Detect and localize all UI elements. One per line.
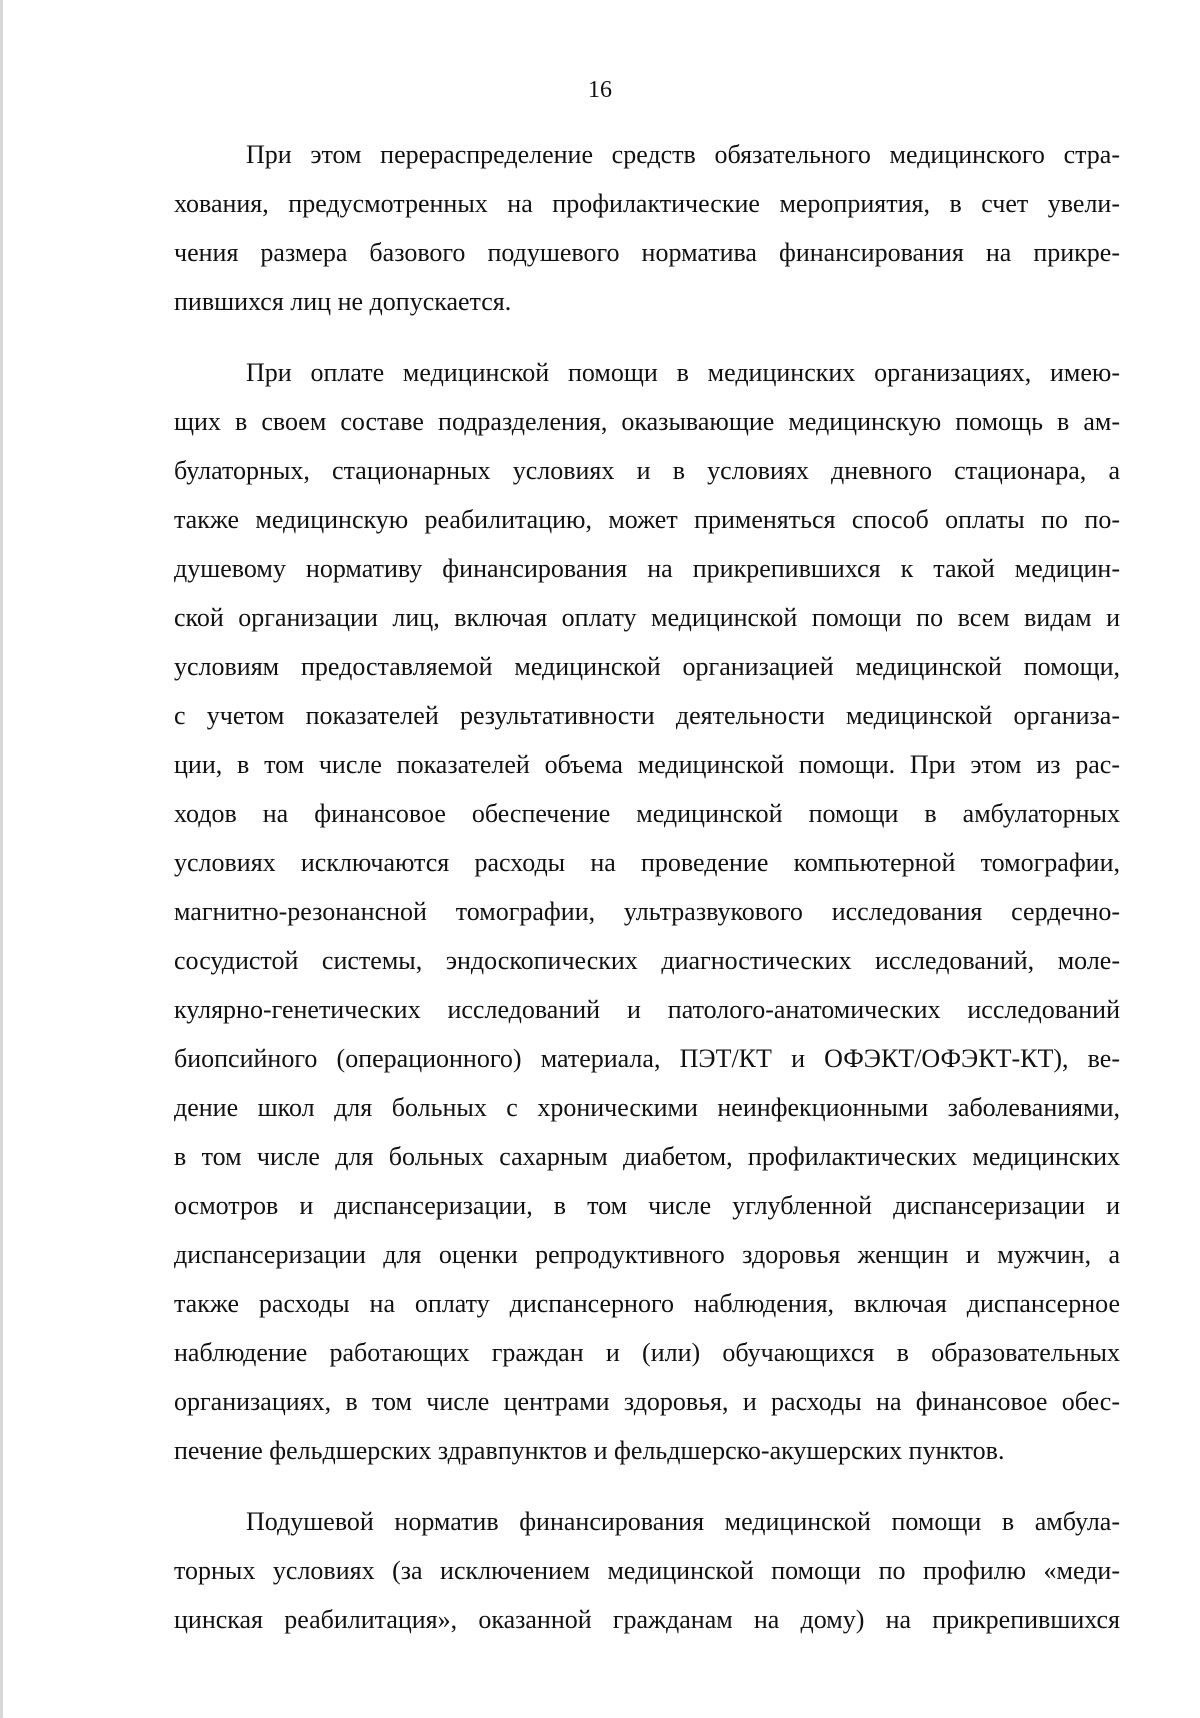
text-line: дение школ для больных с хроническими неинфекционными заболеваниями, <box>174 1093 1120 1122</box>
text-line: чения размера базового подушевого норматива финансирования на прикре- <box>174 238 1120 267</box>
body-text <box>174 130 1120 1666</box>
text-line: диспансеризации для оценки репродуктивного здоровья женщин и мужчин, а <box>174 1240 1120 1269</box>
text-line: кулярно-генетических исследований и патолого-анатомических исследований <box>174 995 1120 1024</box>
paragraph-1 <box>174 130 1120 326</box>
text-line: хования, предусмотренных на профилактические мероприятия, в счет увели- <box>174 189 1120 218</box>
text-line: условиях исключаются расходы на проведение компьютерной томографии, <box>174 848 1120 877</box>
text-line: цинская реабилитация», оказанной гражданам на дому) на прикрепившихся <box>174 1605 1120 1634</box>
text-line: душевому нормативу финансирования на прикрепившихся к такой медицин- <box>174 554 1120 583</box>
page-number: 16 <box>588 77 612 103</box>
text-line: При оплате медицинской помощи в медицинских организациях, имею- <box>246 358 1120 387</box>
text-line: пившихся лиц не допускается. <box>174 287 512 316</box>
text-line: печение фельдшерских здравпунктов и фельдшерско-акушерских пунктов. <box>174 1436 1005 1465</box>
text-line: торных условиях (за исключением медицинской помощи по профилю «меди- <box>174 1556 1120 1585</box>
text-line: сосудистой системы, эндоскопических диагностических исследований, моле- <box>174 946 1120 975</box>
text-line: наблюдение работающих граждан и (или) обучающихся в образовательных <box>174 1338 1120 1367</box>
text-line: щих в своем составе подразделения, оказывающие медицинскую помощь в ам- <box>174 407 1120 436</box>
text-line: осмотров и диспансеризации, в том числе углубленной диспансеризации и <box>174 1191 1120 1220</box>
text-line: с учетом показателей результативности деятельности медицинской организа- <box>174 701 1120 730</box>
paragraph-2 <box>174 348 1120 1475</box>
text-line: При этом перераспределение средств обязательного медицинского стра- <box>246 140 1120 169</box>
scan-edge <box>0 0 3 1718</box>
text-line: условиям предоставляемой медицинской организацией медицинской помощи, <box>174 652 1120 681</box>
paragraph-3 <box>174 1497 1120 1644</box>
text-line: в том числе для больных сахарным диабетом, профилактических медицинских <box>174 1142 1120 1171</box>
text-line: также расходы на оплату диспансерного наблюдения, включая диспансерное <box>174 1289 1120 1318</box>
text-line: магнитно-резонансной томографии, ультразвукового исследования сердечно- <box>174 897 1120 926</box>
text-line: булаторных, стационарных условиях и в условиях дневного стационара, а <box>174 456 1120 485</box>
text-line: ходов на финансовое обеспечение медицинской помощи в амбулаторных <box>174 799 1120 828</box>
text-line: ции, в том числе показателей объема медицинской помощи. При этом из рас- <box>174 750 1120 779</box>
text-line: ской организации лиц, включая оплату медицинской помощи по всем видам и <box>174 603 1120 632</box>
text-line: организациях, в том числе центрами здоровья, и расходы на финансовое обес- <box>174 1387 1120 1416</box>
text-line: биопсийного (операционного) материала, ПЭТ/КТ и ОФЭКТ/ОФЭКТ-КТ), ве- <box>174 1044 1120 1073</box>
text-line: также медицинскую реабилитацию, может применяться способ оплаты по по- <box>174 505 1120 534</box>
text-line: Подушевой норматив финансирования медицинской помощи в амбула- <box>246 1507 1120 1536</box>
